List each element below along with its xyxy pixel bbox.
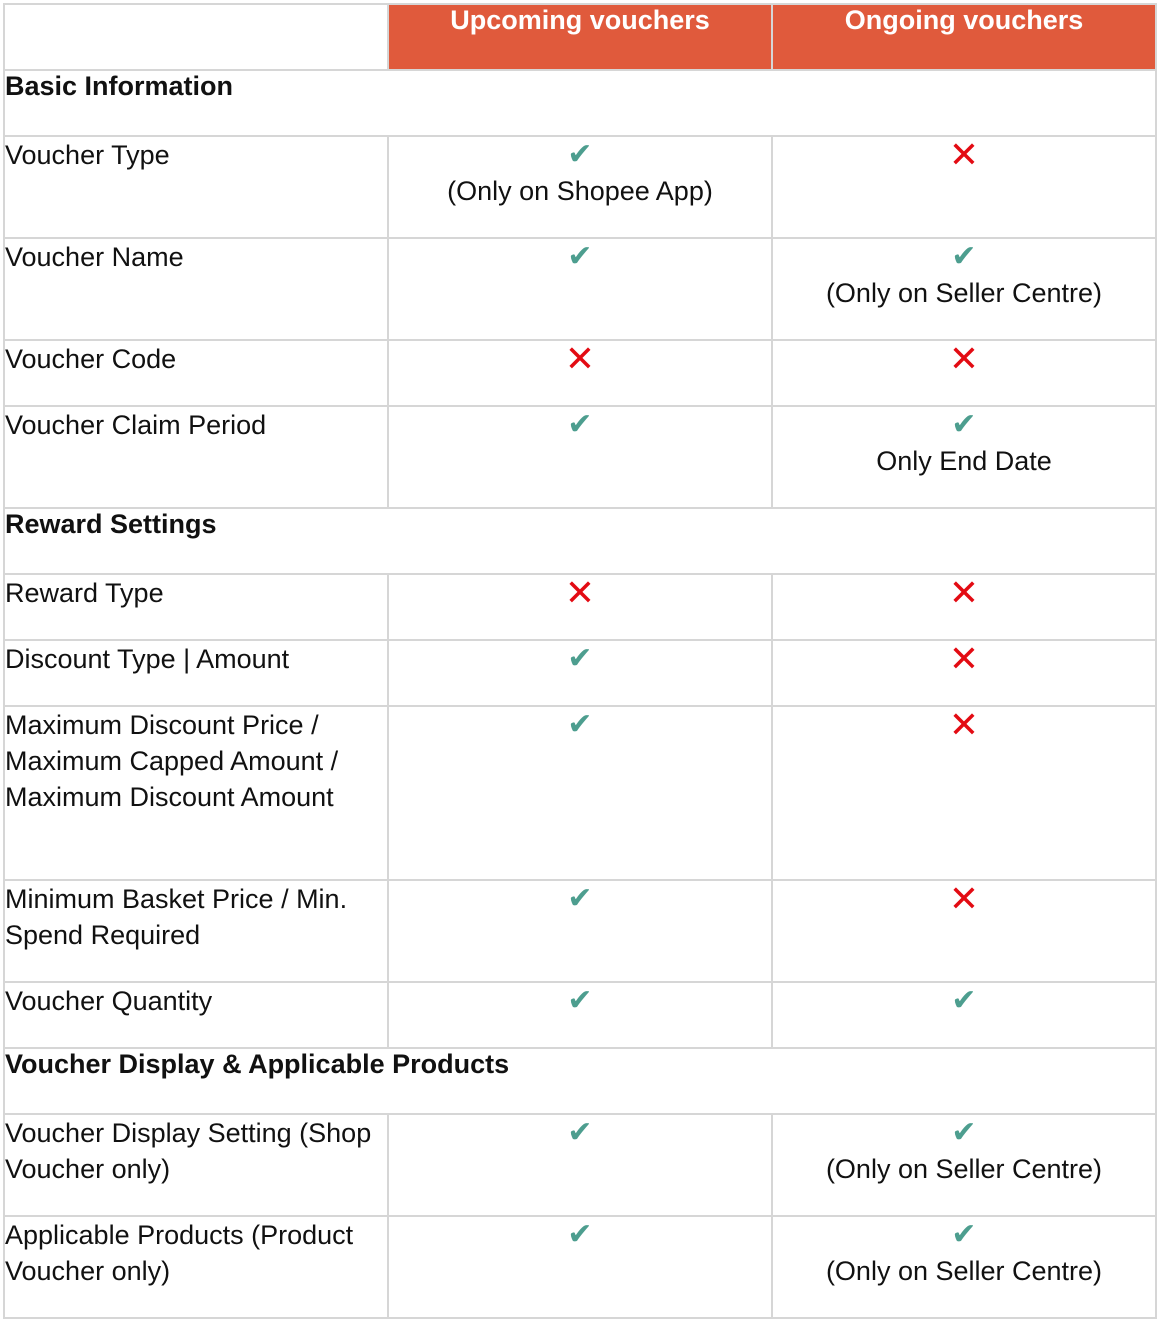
cross-icon: ✕ <box>948 572 980 613</box>
check-icon: ✔ <box>951 984 977 1017</box>
check-icon: ✔ <box>567 1218 593 1251</box>
check-icon: ✔ <box>951 1218 977 1251</box>
cell-min-basket-ongoing <box>772 880 1156 982</box>
section-voucher-display: Voucher Display & Applicable Products <box>4 1048 1156 1114</box>
table-row <box>4 982 1156 1048</box>
table-row <box>4 706 1156 880</box>
cell-voucher-name-upcoming <box>388 238 772 340</box>
check-icon: ✔ <box>567 882 593 915</box>
check-icon: ✔ <box>951 1116 977 1149</box>
cell-note: (Only on Seller Centre) <box>825 1256 1103 1286</box>
row-label-max-discount: Maximum Discount Price / Maximum Capped Amount / Maximum Discount Amount <box>4 706 388 880</box>
row-label-applicable-products: Applicable Products (Product Voucher only) <box>4 1216 388 1318</box>
row-label-display-setting: Voucher Display Setting (Shop Voucher only) <box>4 1114 388 1216</box>
row-label-quantity: Voucher Quantity <box>4 982 388 1048</box>
cross-icon: ✕ <box>948 878 980 919</box>
section-row-basic <box>4 70 1156 136</box>
table-header-row <box>4 4 1156 70</box>
cell-display-setting-upcoming <box>388 1114 772 1216</box>
row-label-reward-type: Reward Type <box>4 574 388 640</box>
check-icon: ✔ <box>567 1116 593 1149</box>
table-row <box>4 1216 1156 1318</box>
cell-reward-type-ongoing <box>772 574 1156 640</box>
cell-quantity-upcoming <box>388 982 772 1048</box>
voucher-editability-table <box>3 3 1157 1319</box>
cell-applicable-products-ongoing <box>772 1216 1156 1318</box>
cross-icon: ✕ <box>948 638 980 679</box>
row-label-claim-period: Voucher Claim Period <box>4 406 388 508</box>
table-row <box>4 136 1156 238</box>
row-label-min-basket: Minimum Basket Price / Min. Spend Required <box>4 880 388 982</box>
check-icon: ✔ <box>567 708 593 741</box>
section-reward-settings: Reward Settings <box>4 508 1156 574</box>
header-blank-cell <box>4 4 388 70</box>
cell-voucher-code-ongoing <box>772 340 1156 406</box>
row-label-voucher-name: Voucher Name <box>4 238 388 340</box>
table-row <box>4 406 1156 508</box>
header-ongoing-vouchers: Ongoing vouchers <box>772 4 1156 70</box>
cross-icon: ✕ <box>564 572 596 613</box>
check-icon: ✔ <box>567 240 593 273</box>
section-row-reward <box>4 508 1156 574</box>
cell-reward-type-upcoming <box>388 574 772 640</box>
header-upcoming-vouchers: Upcoming vouchers <box>388 4 772 70</box>
cell-max-discount-upcoming <box>388 706 772 880</box>
cell-min-basket-upcoming <box>388 880 772 982</box>
table-row <box>4 1114 1156 1216</box>
cell-note: (Only on Seller Centre) <box>825 1154 1103 1184</box>
cross-icon: ✕ <box>948 704 980 745</box>
check-icon: ✔ <box>567 642 593 675</box>
cell-display-setting-ongoing <box>772 1114 1156 1216</box>
check-icon: ✔ <box>567 138 593 171</box>
cell-max-discount-ongoing <box>772 706 1156 880</box>
check-icon: ✔ <box>951 240 977 273</box>
cell-claim-period-ongoing <box>772 406 1156 508</box>
cross-icon: ✕ <box>564 338 596 379</box>
cell-note: (Only on Shopee App) <box>447 176 713 206</box>
section-basic-information: Basic Information <box>4 70 1156 136</box>
cross-icon: ✕ <box>948 134 980 175</box>
cell-voucher-code-upcoming <box>388 340 772 406</box>
row-label-voucher-type: Voucher Type <box>4 136 388 238</box>
section-row-display <box>4 1048 1156 1114</box>
cell-voucher-name-ongoing <box>772 238 1156 340</box>
cell-discount-type-ongoing <box>772 640 1156 706</box>
cell-claim-period-upcoming <box>388 406 772 508</box>
table-row <box>4 340 1156 406</box>
cell-voucher-type-upcoming <box>388 136 772 238</box>
row-label-discount-type: Discount Type | Amount <box>4 640 388 706</box>
cell-note: Only End Date <box>876 446 1052 476</box>
check-icon: ✔ <box>951 408 977 441</box>
cell-quantity-ongoing <box>772 982 1156 1048</box>
table-row <box>4 238 1156 340</box>
table-row <box>4 574 1156 640</box>
cell-note: (Only on Seller Centre) <box>825 278 1103 308</box>
cell-discount-type-upcoming <box>388 640 772 706</box>
check-icon: ✔ <box>567 984 593 1017</box>
cell-applicable-products-upcoming <box>388 1216 772 1318</box>
row-label-voucher-code: Voucher Code <box>4 340 388 406</box>
cross-icon: ✕ <box>948 338 980 379</box>
table-row <box>4 640 1156 706</box>
cell-voucher-type-ongoing <box>772 136 1156 238</box>
check-icon: ✔ <box>567 408 593 441</box>
table-row <box>4 880 1156 982</box>
